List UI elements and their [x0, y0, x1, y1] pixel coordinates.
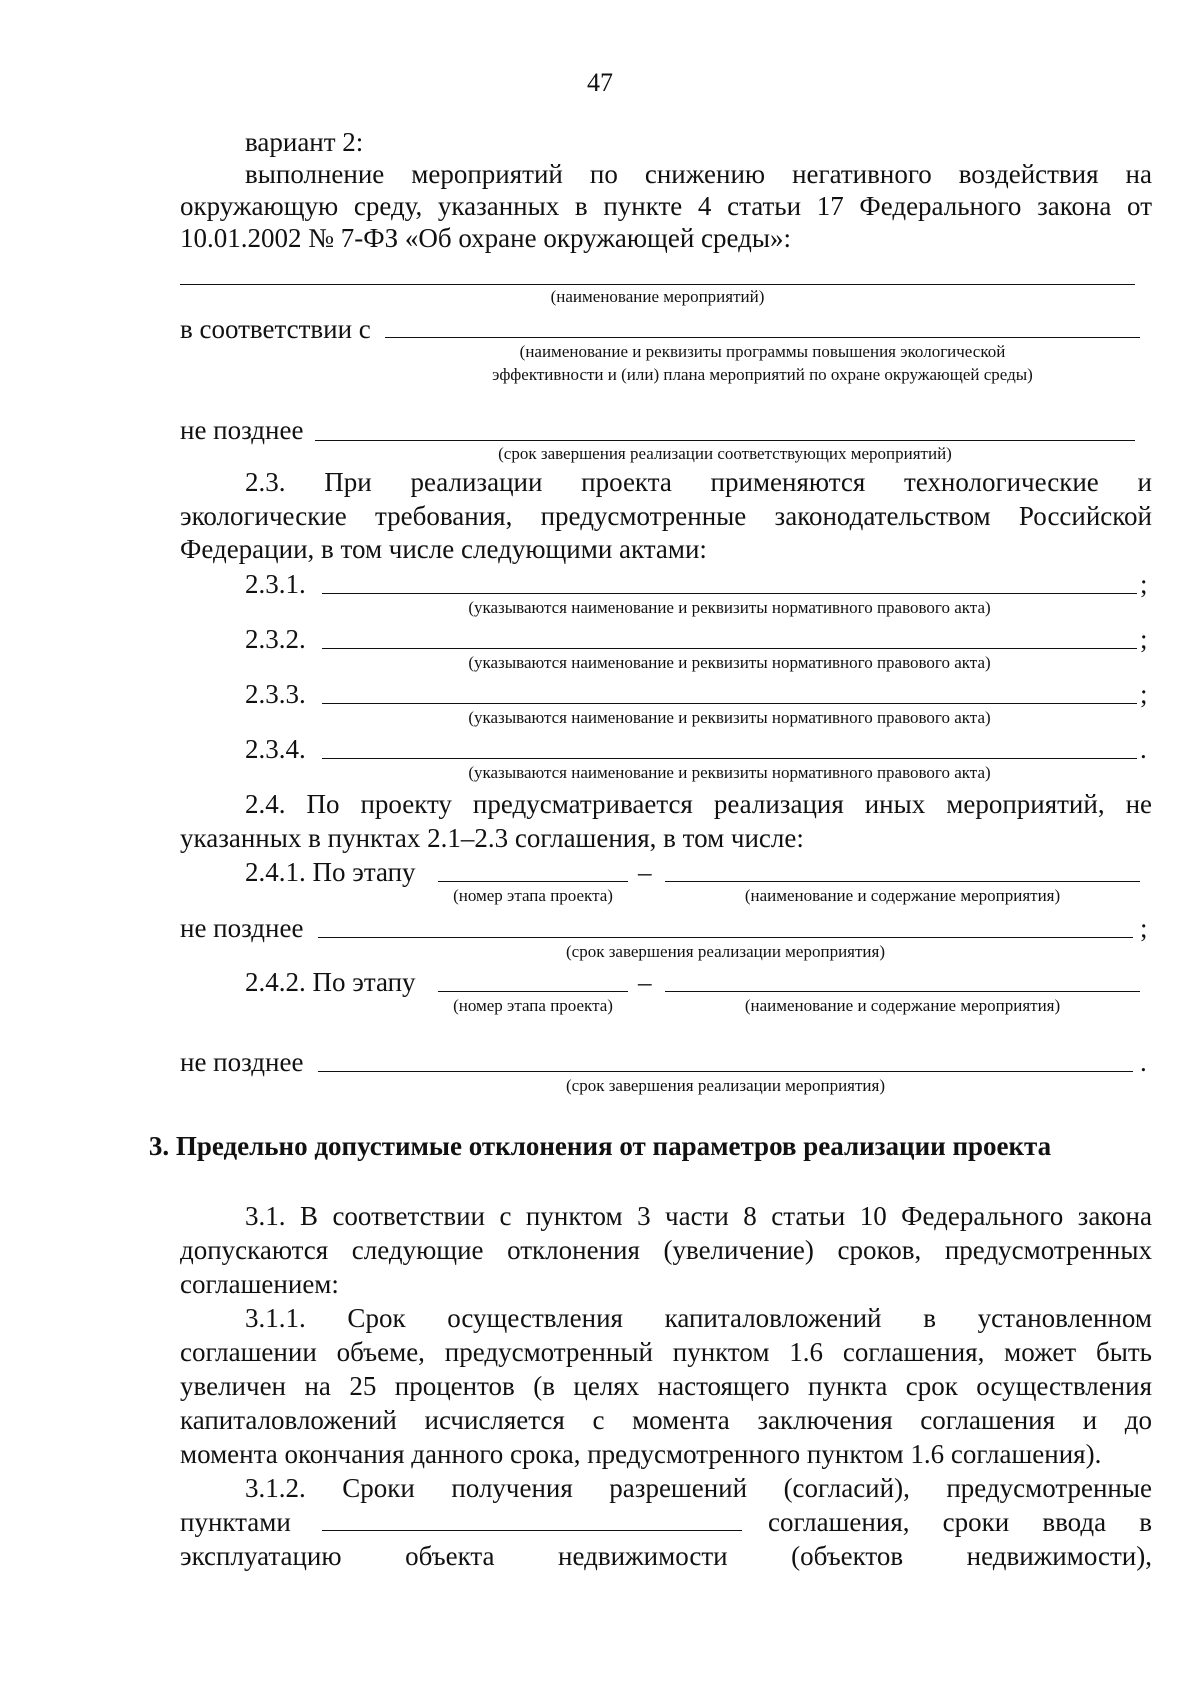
caption-deadline: (срок завершения реализации соответствующих мероприятий): [498, 444, 952, 463]
para-3-1-line-1: 3.1. В соответствии с пунктом 3 части 8 статьи 10 Федерального закона: [245, 1201, 1152, 1231]
stage-2-4-1-number-caption: (номер этапа проекта): [453, 886, 613, 905]
para-3-1-1-line-2: соглашении объеме, предусмотренный пунктом 1.6 соглашения, может быть: [180, 1337, 1152, 1367]
para-3-1-2-line-3: эксплуатацию объекта недвижимости (объектов недвижимости),: [180, 1541, 1152, 1571]
item-2-3-1-fill-line[interactable]: [322, 593, 1137, 594]
para-2-3-line-3: Федерации, в том числе следующими актами:: [180, 534, 707, 564]
stage-2-4-2-content-line[interactable]: [665, 991, 1140, 992]
deadline-fill-line[interactable]: [315, 440, 1135, 441]
para-3-1-line-3: соглашением:: [180, 1269, 339, 1299]
deadline-2-4-2-end: .: [1140, 1047, 1147, 1077]
item-2-3-4-number: 2.3.4.: [245, 734, 306, 764]
para-2-4-line-2: указанных в пунктах 2.1–2.3 соглашения, в том числе:: [180, 823, 804, 853]
option-line-3: 10.01.2002 № 7-ФЗ «Об охране окружающей среды»:: [180, 223, 792, 253]
in-accordance-label: в соответствии с: [180, 314, 371, 344]
para-2-3-line-1: 2.3. При реализации проекта применяются технологические и: [245, 467, 1152, 497]
item-2-3-3-caption: (указываются наименование и реквизиты нормативного правового акта): [468, 708, 991, 727]
para-3-1-2-line-1: 3.1.2. Сроки получения разрешений (согласий), предусмотренные: [245, 1473, 1152, 1503]
para-2-3-line-2: экологические требования, предусмотренные законодательством Российской: [180, 501, 1152, 531]
caption-program-1: (наименование и реквизиты программы повышения экологической: [519, 342, 1006, 361]
item-2-3-3-end: ;: [1140, 679, 1148, 709]
not-later-label: не позднее: [180, 415, 304, 445]
para-3-1-1-line-1: 3.1.1. Срок осуществления капиталовложений в установленном: [245, 1303, 1152, 1333]
para-3-1-2-points-label: пунктами: [180, 1507, 291, 1537]
item-2-3-1-number: 2.3.1.: [245, 569, 306, 599]
deadline-2-4-1-caption: (срок завершения реализации мероприятия): [565, 942, 885, 961]
item-2-3-3-number: 2.3.3.: [245, 679, 306, 709]
para-3-1-line-2: допускаются следующие отклонения (увеличение) сроков, предусмотренных: [180, 1235, 1152, 1265]
caption-program-2: эффективности и (или) плана мероприятий по охране окружающей среды): [492, 365, 1033, 384]
item-2-3-2-fill-line[interactable]: [322, 648, 1137, 649]
para-3-1-1-line-5: момента окончания данного срока, предусмотренного пунктом 1.6 соглашения).: [180, 1439, 1102, 1469]
item-2-3-3-fill-line[interactable]: [322, 703, 1137, 704]
stage-2-4-1-number-line[interactable]: [438, 881, 628, 882]
item-2-3-2-number: 2.3.2.: [245, 624, 306, 654]
stage-2-4-1-dash: –: [638, 857, 652, 887]
para-3-1-1-line-3: увеличен на 25 процентов (в целях настоящего пункта срок осуществления: [180, 1371, 1152, 1401]
deadline-2-4-2-fill-line[interactable]: [318, 1071, 1133, 1072]
item-2-3-2-caption: (указываются наименование и реквизиты нормативного правового акта): [468, 653, 991, 672]
option-label: вариант 2:: [245, 127, 364, 157]
caption-measures: (наименование мероприятий): [550, 287, 765, 306]
para-3-1-2-line-2-rest: соглашения, сроки ввода в: [768, 1507, 1152, 1537]
item-2-3-1-end: ;: [1140, 569, 1148, 599]
points-fill-line[interactable]: [322, 1530, 742, 1531]
not-later-2-4-1-label: не позднее: [180, 913, 304, 943]
section-3-heading: 3. Предельно допустимые отклонения от параметров реализации проекта: [148, 1131, 1052, 1161]
stage-2-4-1-content-line[interactable]: [665, 881, 1140, 882]
item-2-3-4-end: .: [1140, 734, 1147, 764]
stage-2-4-2-content-caption: (наименование и содержание мероприятия): [744, 996, 1061, 1015]
para-2-4-line-1: 2.4. По проекту предусматривается реализация иных мероприятий, не: [245, 789, 1152, 819]
stage-2-4-1-label: 2.4.1. По этапу: [245, 857, 416, 887]
option-line-1: выполнение мероприятий по снижению негативного воздействия на: [245, 159, 1152, 189]
program-fill-line[interactable]: [385, 337, 1140, 338]
deadline-2-4-1-end: ;: [1140, 913, 1148, 943]
stage-2-4-2-dash: –: [638, 967, 652, 997]
measures-fill-line[interactable]: [180, 284, 1135, 285]
para-3-1-1-line-4: капиталовложений исчисляется с момента заключения соглашения и до: [180, 1405, 1152, 1435]
deadline-2-4-1-fill-line[interactable]: [318, 937, 1133, 938]
stage-2-4-2-number-caption: (номер этапа проекта): [453, 996, 613, 1015]
item-2-3-4-fill-line[interactable]: [322, 758, 1137, 759]
not-later-2-4-2-label: не позднее: [180, 1047, 304, 1077]
item-2-3-1-caption: (указываются наименование и реквизиты нормативного правового акта): [468, 598, 991, 617]
item-2-3-4-caption: (указываются наименование и реквизиты нормативного правового акта): [468, 763, 991, 782]
stage-2-4-2-number-line[interactable]: [438, 991, 628, 992]
page-number: 47: [587, 68, 613, 97]
option-line-2: окружающую среду, указанных в пункте 4 статьи 17 Федерального закона от: [180, 191, 1152, 221]
deadline-2-4-2-caption: (срок завершения реализации мероприятия): [565, 1076, 885, 1095]
stage-2-4-1-content-caption: (наименование и содержание мероприятия): [744, 886, 1061, 905]
item-2-3-2-end: ;: [1140, 624, 1148, 654]
stage-2-4-2-label: 2.4.2. По этапу: [245, 967, 416, 997]
